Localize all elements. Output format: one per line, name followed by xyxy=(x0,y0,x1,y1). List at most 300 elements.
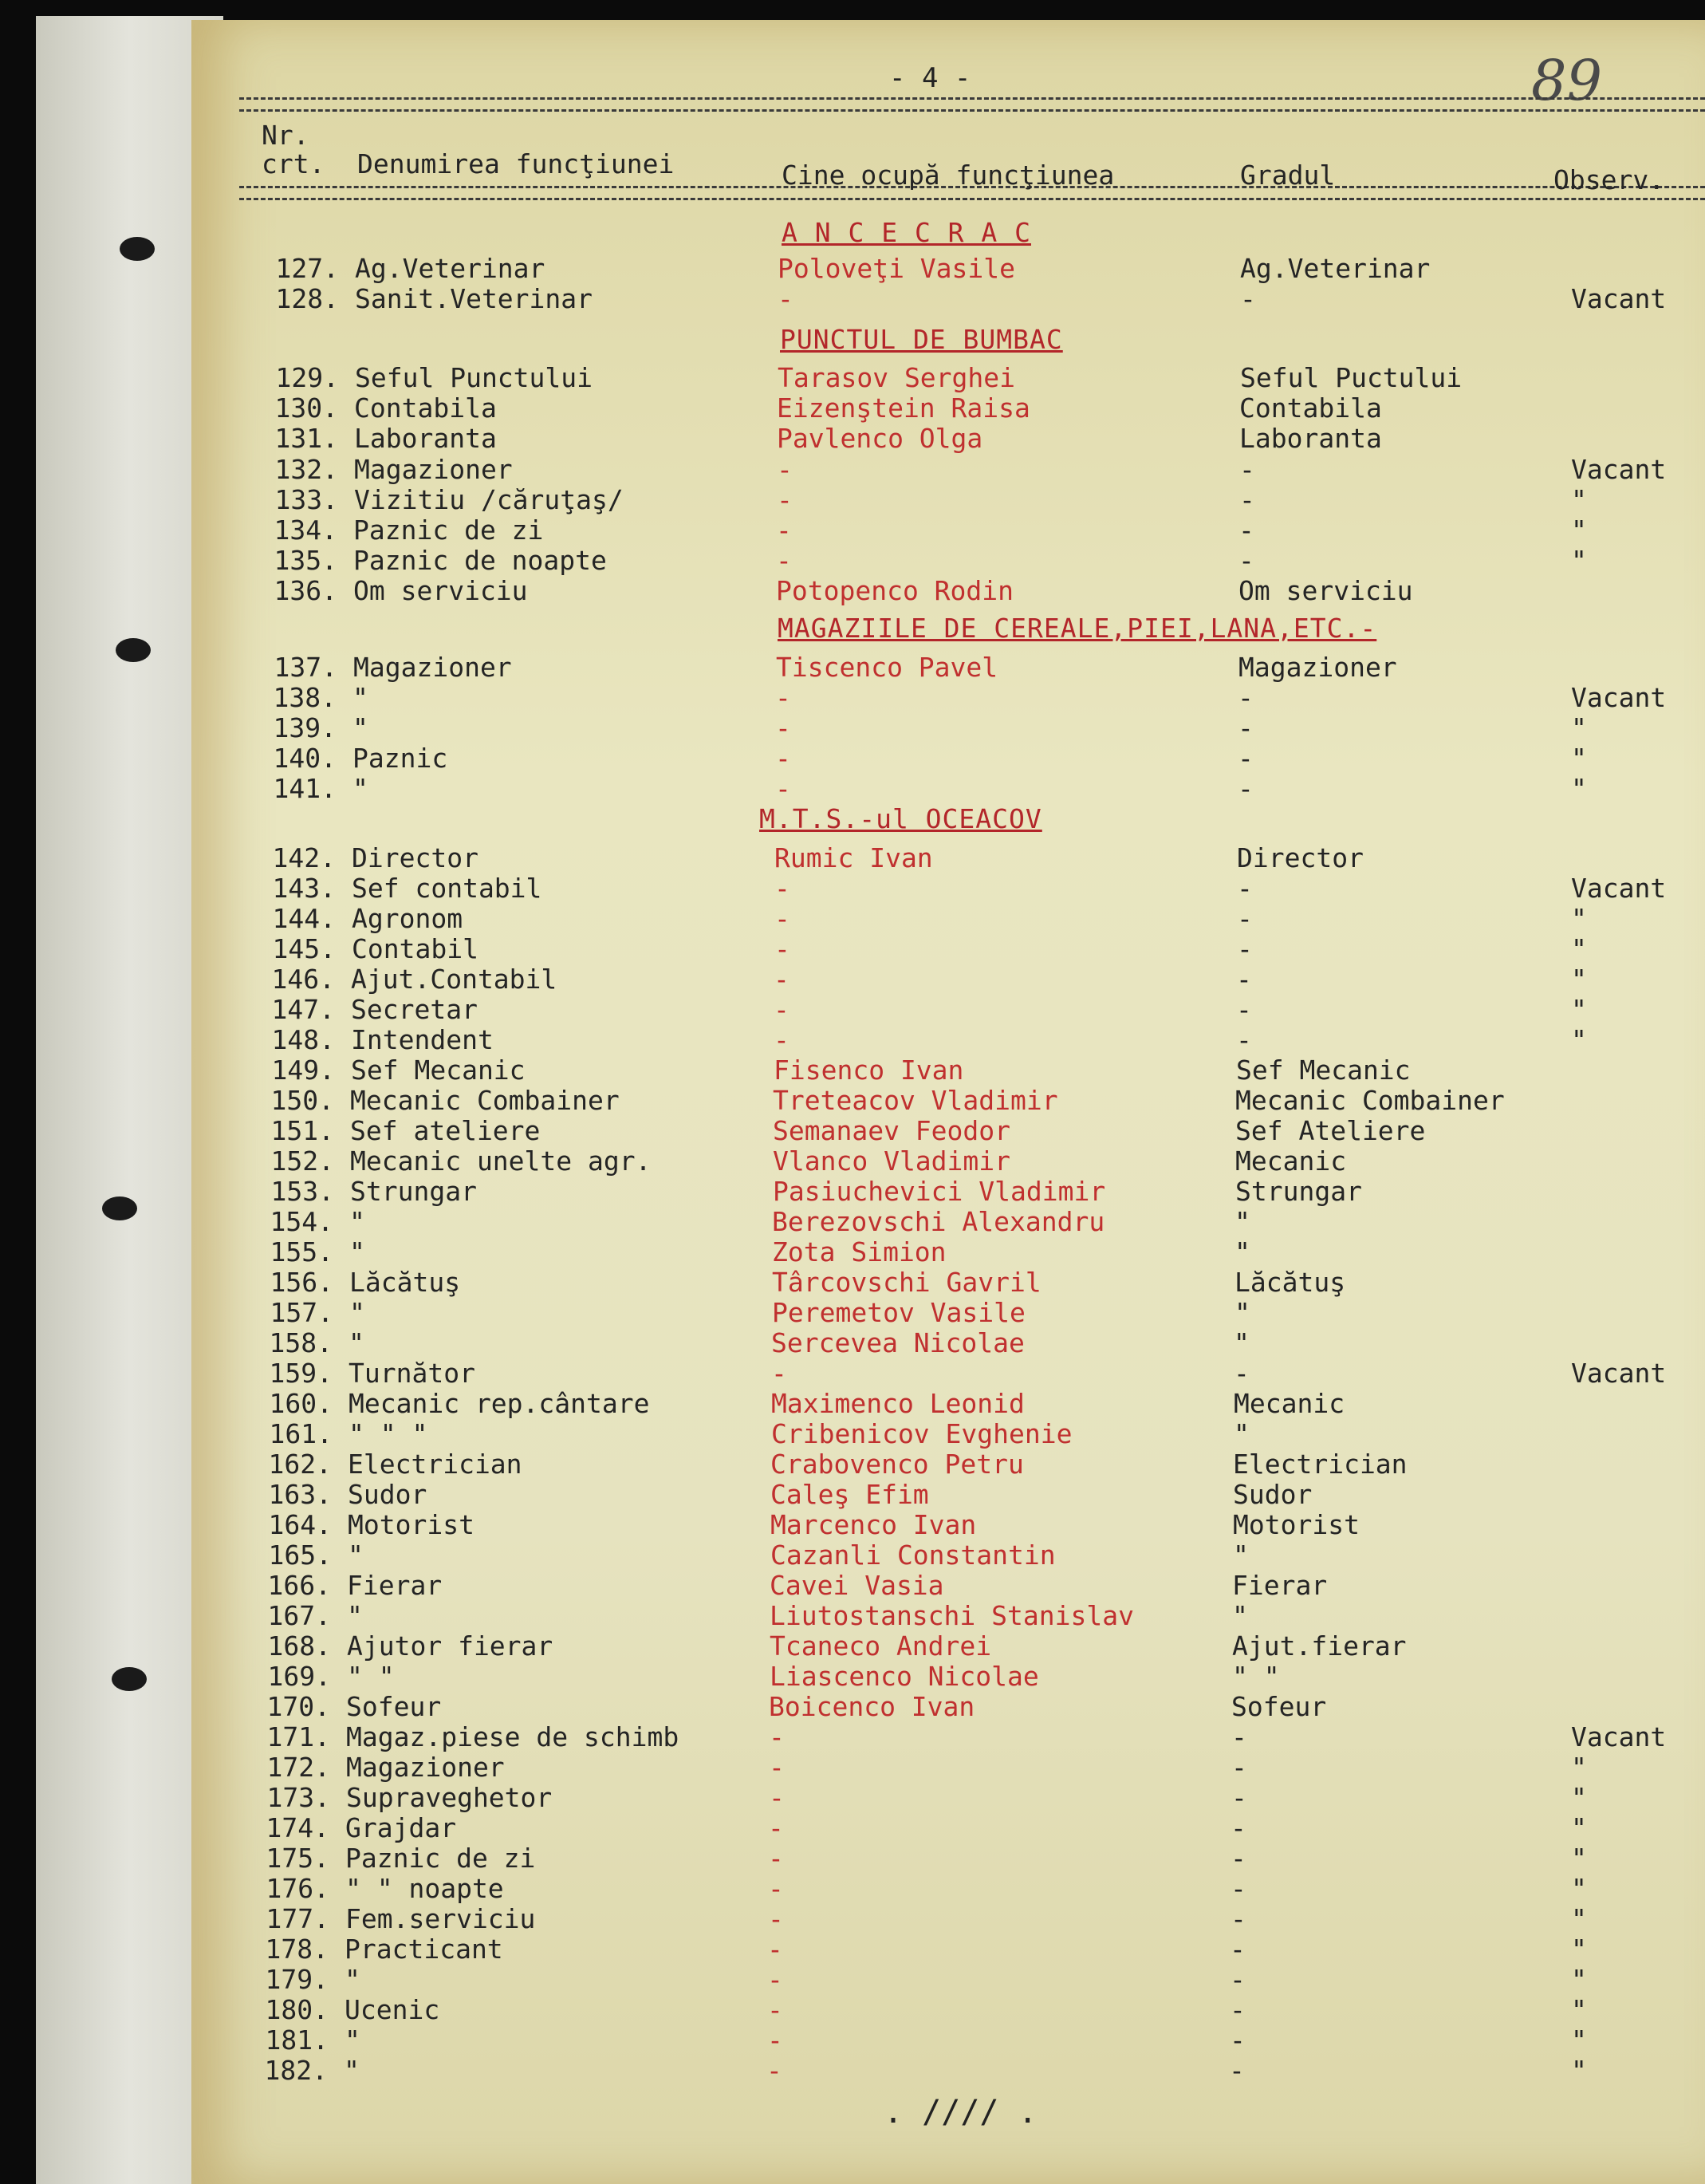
table-row xyxy=(0,1419,1705,1449)
rank-name: - xyxy=(1236,994,1252,1025)
table-row xyxy=(0,485,1705,515)
function-name: " xyxy=(348,1539,364,1571)
row-number: 143. xyxy=(272,873,336,904)
notes-cell: " xyxy=(1571,1843,1587,1874)
row-number: 177. xyxy=(266,1903,329,1934)
rank-name: - xyxy=(1231,1782,1247,1813)
row-number: 178. xyxy=(265,1934,329,1965)
rank-name: - xyxy=(1238,514,1254,546)
table-row xyxy=(0,1358,1705,1389)
holder-name: Pavlenco Olga xyxy=(777,423,983,454)
row-number: 149. xyxy=(271,1055,335,1086)
holder-name: Cribenicov Evghenie xyxy=(771,1418,1073,1449)
rank-name: - xyxy=(1231,1812,1246,1843)
holder-name: - xyxy=(767,1994,783,2025)
rank-name: " xyxy=(1234,1236,1250,1267)
section-title: A N C E C R A C xyxy=(782,217,1032,248)
notes-cell: " xyxy=(1571,1752,1587,1783)
function-name: Contabil xyxy=(352,933,478,964)
notes-cell: " xyxy=(1571,545,1587,576)
table-row xyxy=(0,1934,1705,1965)
table-row xyxy=(0,683,1705,713)
table-row xyxy=(0,843,1705,873)
holder-name: Peremetov Vasile xyxy=(772,1297,1026,1328)
table-row xyxy=(0,1025,1705,1055)
row-number: 168. xyxy=(267,1630,331,1662)
function-name: " xyxy=(352,712,368,743)
holder-name: - xyxy=(775,682,791,713)
row-number: 157. xyxy=(270,1297,333,1328)
holder-name: Maximenco Leonid xyxy=(771,1388,1025,1419)
row-number: 147. xyxy=(271,994,335,1025)
holder-name: - xyxy=(774,933,790,964)
row-number: 131. xyxy=(274,423,338,454)
table-row xyxy=(0,424,1705,454)
rank-name: " " xyxy=(1232,1661,1280,1692)
function-name: Secretar xyxy=(351,994,478,1025)
holder-name: Tcaneco Andrei xyxy=(770,1630,992,1662)
function-name: " " noapte xyxy=(345,1873,504,1904)
table-row xyxy=(0,1389,1705,1419)
function-name: Paznic de noapte xyxy=(353,545,607,576)
holder-name: - xyxy=(774,964,789,995)
notes-cell: Vacant xyxy=(1571,454,1667,485)
row-number: 158. xyxy=(269,1327,333,1358)
table-row xyxy=(0,1116,1705,1146)
rank-name: - xyxy=(1237,873,1253,904)
notes-cell: " xyxy=(1571,1812,1587,1843)
table-row xyxy=(0,743,1705,774)
row-number: 156. xyxy=(270,1267,333,1298)
row-number: 166. xyxy=(267,1570,331,1601)
rank-name: - xyxy=(1239,484,1255,515)
function-name: Sef contabil xyxy=(352,873,542,904)
table-row xyxy=(0,995,1705,1025)
holder-name: - xyxy=(774,1024,789,1055)
holder-name: - xyxy=(776,545,792,576)
holder-name: - xyxy=(777,454,793,485)
function-name: Grajdar xyxy=(345,1812,457,1843)
function-name: Magazioner xyxy=(353,652,512,683)
holder-name: Pasiuchevici Vladimir xyxy=(773,1176,1106,1207)
table-row xyxy=(0,1722,1705,1752)
header-crt: crt. xyxy=(262,148,325,179)
rank-name: Electrician xyxy=(1233,1449,1408,1480)
notes-cell: " xyxy=(1571,933,1587,964)
function-name: Ajutor fierar xyxy=(347,1630,553,1662)
table-row xyxy=(0,652,1705,683)
section-title: PUNCTUL DE BUMBAC xyxy=(780,324,1063,355)
row-number: 136. xyxy=(274,575,337,606)
table-row xyxy=(0,873,1705,904)
rank-name: Sudor xyxy=(1233,1479,1313,1510)
notes-cell: " xyxy=(1571,964,1587,995)
table-row xyxy=(0,1480,1705,1510)
holder-name: - xyxy=(774,903,790,934)
holder-name: - xyxy=(768,1873,784,1904)
row-number: 144. xyxy=(272,903,336,934)
notes-cell: " xyxy=(1571,743,1587,774)
row-number: 152. xyxy=(270,1145,334,1177)
row-number: 171. xyxy=(266,1721,330,1752)
notes-cell: " xyxy=(1571,1994,1587,2025)
rank-name: - xyxy=(1237,903,1253,934)
holder-name: Fisenco Ivan xyxy=(774,1055,964,1086)
table-row xyxy=(0,363,1705,393)
header-holder: Cine ocupă funcţiunea xyxy=(782,160,1115,191)
table-row xyxy=(0,576,1705,606)
function-name: Practicant xyxy=(345,1934,503,1965)
row-number: 138. xyxy=(273,682,337,713)
holder-name: - xyxy=(768,1903,784,1934)
table-row xyxy=(0,1965,1705,1995)
row-number: 154. xyxy=(270,1206,333,1237)
function-name: Contabila xyxy=(354,392,497,424)
rank-name: - xyxy=(1231,1903,1246,1934)
table-row xyxy=(0,1207,1705,1237)
rank-name: - xyxy=(1230,1964,1246,1995)
function-name: Agronom xyxy=(352,903,463,934)
row-number: 174. xyxy=(266,1812,329,1843)
table-row xyxy=(0,1267,1705,1298)
section-title: M.T.S.-ul OCEACOV xyxy=(759,803,1042,834)
notes-cell: " xyxy=(1571,903,1587,934)
rank-name: - xyxy=(1231,1873,1246,1904)
function-name: Paznic de zi xyxy=(345,1843,536,1874)
row-number: 148. xyxy=(271,1024,335,1055)
rank-name: - xyxy=(1231,1843,1246,1874)
rank-name: - xyxy=(1236,964,1252,995)
function-name: Laboranta xyxy=(354,423,497,454)
rank-name: Contabila xyxy=(1239,392,1382,424)
table-row xyxy=(0,254,1705,284)
rank-name: - xyxy=(1238,712,1254,743)
holder-name: - xyxy=(777,484,793,515)
rank-name: Ag.Veterinar xyxy=(1240,253,1431,284)
function-name: Strungar xyxy=(350,1176,477,1207)
notes-cell: " xyxy=(1571,2055,1587,2086)
row-number: 137. xyxy=(274,652,337,683)
function-name: Lăcătuş xyxy=(349,1267,461,1298)
holder-name: Treteacov Vladimir xyxy=(773,1085,1058,1116)
rank-name: " xyxy=(1232,1600,1248,1631)
holder-name: - xyxy=(768,1812,784,1843)
rank-name: - xyxy=(1230,2024,1246,2056)
footer-mark: . //// . xyxy=(884,2094,1038,2131)
row-number: 181. xyxy=(265,2024,329,2056)
function-name: Intendent xyxy=(351,1024,494,1055)
rank-name: " xyxy=(1234,1327,1250,1358)
rank-name: - xyxy=(1234,1358,1250,1389)
rank-name: - xyxy=(1229,2055,1245,2086)
holder-name: Berezovschi Alexandru xyxy=(772,1206,1105,1237)
function-name: " xyxy=(352,773,368,804)
row-number: 135. xyxy=(274,545,337,576)
rank-name: Sofeur xyxy=(1231,1691,1327,1722)
table-row xyxy=(0,1601,1705,1631)
holder-name: Caleş Efim xyxy=(770,1479,929,1510)
notes-cell: " xyxy=(1571,1934,1587,1965)
function-name: Om serviciu xyxy=(353,575,528,606)
row-number: 173. xyxy=(266,1782,330,1813)
row-number: 180. xyxy=(265,1994,329,2025)
table-row xyxy=(0,546,1705,576)
table-row xyxy=(0,1571,1705,1601)
rank-name: Seful Puctului xyxy=(1240,362,1463,393)
rank-name: - xyxy=(1236,1024,1252,1055)
row-number: 150. xyxy=(270,1085,334,1116)
holder-name: Liutostanschi Stanislav xyxy=(770,1600,1134,1631)
table-row xyxy=(0,515,1705,546)
holder-name: Tarasov Serghei xyxy=(778,362,1016,393)
function-name: Seful Punctului xyxy=(355,362,593,393)
holder-name: Potopenco Rodin xyxy=(776,575,1014,606)
notes-cell: " xyxy=(1571,514,1587,546)
holder-name: - xyxy=(767,1964,783,1995)
rank-name: " xyxy=(1234,1297,1250,1328)
holder-name: - xyxy=(775,712,791,743)
function-name: " xyxy=(345,2024,360,2056)
holder-name: Rumic Ivan xyxy=(774,842,933,873)
row-number: 161. xyxy=(269,1418,333,1449)
rank-name: - xyxy=(1238,545,1254,576)
rank-name: Lăcătuş xyxy=(1234,1267,1346,1298)
function-name: " xyxy=(349,1206,365,1237)
function-name: Mecanic rep.cântare xyxy=(348,1388,650,1419)
table-row xyxy=(0,1995,1705,2025)
table-row xyxy=(0,1328,1705,1358)
header-notes: Observ. xyxy=(1553,164,1665,195)
function-name: Mecanic Combainer xyxy=(350,1085,620,1116)
function-name: Sudor xyxy=(348,1479,427,1510)
header-nr: Nr. xyxy=(262,120,309,151)
table-row xyxy=(0,2025,1705,2056)
function-name: Sanit.Veterinar xyxy=(355,283,593,314)
row-number: 167. xyxy=(267,1600,331,1631)
table-row xyxy=(0,1177,1705,1207)
folio-number: 89 xyxy=(1531,48,1603,113)
table-row xyxy=(0,1510,1705,1540)
function-name: Ag.Veterinar xyxy=(355,253,545,284)
holder-name: Vlanco Vladimir xyxy=(773,1145,1011,1177)
holder-name: Tiscenco Pavel xyxy=(776,652,998,683)
rank-name: - xyxy=(1238,743,1254,774)
table-row xyxy=(0,1813,1705,1843)
row-number: 132. xyxy=(274,454,338,485)
header-rank: Gradul xyxy=(1240,160,1336,191)
holder-name: Liascenco Nicolae xyxy=(770,1661,1039,1692)
notes-cell: Vacant xyxy=(1571,873,1667,904)
notes-cell: " xyxy=(1571,1903,1587,1934)
rank-name: - xyxy=(1231,1721,1247,1752)
rank-name: Fierar xyxy=(1232,1570,1328,1601)
table-row xyxy=(0,964,1705,995)
row-number: 182. xyxy=(264,2055,328,2086)
function-name: Magazioner xyxy=(346,1752,505,1783)
table-row xyxy=(0,1237,1705,1267)
row-number: 163. xyxy=(268,1479,332,1510)
notes-cell: " xyxy=(1571,712,1587,743)
table-row xyxy=(0,1662,1705,1692)
holder-name: - xyxy=(774,873,790,904)
rank-name: Strungar xyxy=(1235,1176,1362,1207)
function-name: Fierar xyxy=(347,1570,443,1601)
holder-name: - xyxy=(769,1782,785,1813)
holder-name: - xyxy=(775,743,791,774)
table-row xyxy=(0,393,1705,424)
rank-name: Om serviciu xyxy=(1238,575,1413,606)
holder-name: Cazanli Constantin xyxy=(770,1539,1056,1571)
holder-name: Târcovschi Gavril xyxy=(772,1267,1042,1298)
holder-name: - xyxy=(767,1934,783,1965)
function-name: Sofeur xyxy=(346,1691,442,1722)
table-row xyxy=(0,284,1705,314)
row-number: 162. xyxy=(268,1449,332,1480)
notes-cell: " xyxy=(1571,994,1587,1025)
function-name: Magazioner xyxy=(354,454,513,485)
table-row xyxy=(0,1540,1705,1571)
row-number: 134. xyxy=(274,514,337,546)
row-number: 129. xyxy=(275,362,339,393)
holder-name: Poloveţi Vasile xyxy=(778,253,1016,284)
rank-name: " xyxy=(1234,1206,1250,1237)
row-number: 179. xyxy=(265,1964,329,1995)
notes-cell: Vacant xyxy=(1571,283,1667,314)
notes-cell: " xyxy=(1571,2024,1587,2056)
row-number: 145. xyxy=(272,933,336,964)
rank-name: Laboranta xyxy=(1239,423,1382,454)
rank-name: - xyxy=(1240,283,1256,314)
table-row xyxy=(0,904,1705,934)
holder-name: - xyxy=(767,2024,783,2056)
table-row xyxy=(0,1874,1705,1904)
notes-cell: " xyxy=(1571,1873,1587,1904)
notes-cell: " xyxy=(1571,1024,1587,1055)
holder-name: Semanaev Feodor xyxy=(773,1115,1011,1146)
function-name: " " " xyxy=(348,1418,428,1449)
table-row xyxy=(0,1631,1705,1662)
rank-name: " xyxy=(1233,1539,1249,1571)
rank-name: - xyxy=(1237,933,1253,964)
section-title: MAGAZIILE DE CEREALE,PIEI,LANA,ETC.- xyxy=(778,613,1377,644)
rank-name: Sef Ateliere xyxy=(1235,1115,1426,1146)
holder-name: - xyxy=(769,1752,785,1783)
table-row xyxy=(0,455,1705,485)
row-number: 128. xyxy=(275,283,339,314)
function-name: Magaz.piese de schimb xyxy=(346,1721,679,1752)
function-name: Sef Mecanic xyxy=(351,1055,526,1086)
function-name: " xyxy=(345,1964,360,1995)
row-number: 175. xyxy=(266,1843,329,1874)
holder-name: Eizenştein Raisa xyxy=(777,392,1030,424)
function-name: " xyxy=(344,2055,360,2086)
function-name: " xyxy=(347,1600,363,1631)
function-name: " xyxy=(352,682,368,713)
notes-cell: " xyxy=(1571,1964,1587,1995)
holder-name: Zota Simion xyxy=(772,1236,947,1267)
holder-name: - xyxy=(776,514,792,546)
row-number: 176. xyxy=(266,1873,329,1904)
rank-name: - xyxy=(1239,454,1255,485)
row-number: 141. xyxy=(273,773,337,804)
function-name: Sef ateliere xyxy=(350,1115,541,1146)
notes-cell: " xyxy=(1571,1782,1587,1813)
page-number: - 4 - xyxy=(889,62,971,94)
function-name: Paznic xyxy=(352,743,448,774)
function-name: Ajut.Contabil xyxy=(351,964,557,995)
table-row xyxy=(0,1146,1705,1177)
row-number: 160. xyxy=(269,1388,333,1419)
rank-name: Motorist xyxy=(1233,1509,1360,1540)
function-name: Paznic de zi xyxy=(353,514,544,546)
row-number: 151. xyxy=(270,1115,334,1146)
rank-name: Mecanic xyxy=(1234,1388,1345,1419)
row-number: 146. xyxy=(271,964,335,995)
rank-name: Ajut.fierar xyxy=(1232,1630,1407,1662)
table-row xyxy=(0,1904,1705,1934)
holder-name: Marcenco Ivan xyxy=(770,1509,977,1540)
row-number: 153. xyxy=(270,1176,334,1207)
rank-name: Magazioner xyxy=(1238,652,1397,683)
rank-name: Mecanic xyxy=(1235,1145,1347,1177)
table-row xyxy=(0,1752,1705,1783)
rank-name: Director xyxy=(1237,842,1364,873)
function-name: Mecanic unelte agr. xyxy=(350,1145,652,1177)
notes-cell: Vacant xyxy=(1571,682,1667,713)
rank-name: - xyxy=(1231,1752,1247,1783)
header-top-rule xyxy=(239,97,1705,112)
function-name: Fem.serviciu xyxy=(345,1903,536,1934)
table-row xyxy=(0,1692,1705,1722)
row-number: 127. xyxy=(275,253,339,284)
row-number: 133. xyxy=(274,484,338,515)
row-number: 139. xyxy=(273,712,337,743)
rank-name: - xyxy=(1238,682,1254,713)
row-number: 170. xyxy=(266,1691,330,1722)
function-name: Motorist xyxy=(348,1509,474,1540)
rank-name: - xyxy=(1238,773,1254,804)
holder-name: Crabovenco Petru xyxy=(770,1449,1024,1480)
holder-name: - xyxy=(775,773,791,804)
table-row xyxy=(0,1449,1705,1480)
rank-name: " xyxy=(1234,1418,1250,1449)
rank-name: Sef Mecanic xyxy=(1236,1055,1411,1086)
rank-name: Mecanic Combainer xyxy=(1235,1085,1505,1116)
row-number: 169. xyxy=(267,1661,331,1692)
row-number: 155. xyxy=(270,1236,333,1267)
row-number: 140. xyxy=(273,743,337,774)
holder-name: - xyxy=(771,1358,787,1389)
header-function: Denumirea funcţiunei xyxy=(357,148,675,179)
function-name: Turnător xyxy=(348,1358,475,1389)
table-row xyxy=(0,1086,1705,1116)
row-number: 142. xyxy=(272,842,336,873)
notes-cell: " xyxy=(1571,484,1587,515)
holder-name: Boicenco Ivan xyxy=(769,1691,975,1722)
function-name: " xyxy=(349,1236,365,1267)
rank-name: - xyxy=(1230,1934,1246,1965)
row-number: 165. xyxy=(268,1539,332,1571)
function-name: " xyxy=(349,1297,365,1328)
row-number: 159. xyxy=(269,1358,333,1389)
table-row xyxy=(0,1843,1705,1874)
notes-cell: Vacant xyxy=(1571,1358,1667,1389)
function-name: Director xyxy=(352,842,478,873)
rank-name: - xyxy=(1230,1994,1246,2025)
holder-name: - xyxy=(766,2055,782,2086)
function-name: " xyxy=(348,1327,364,1358)
row-number: 172. xyxy=(266,1752,330,1783)
